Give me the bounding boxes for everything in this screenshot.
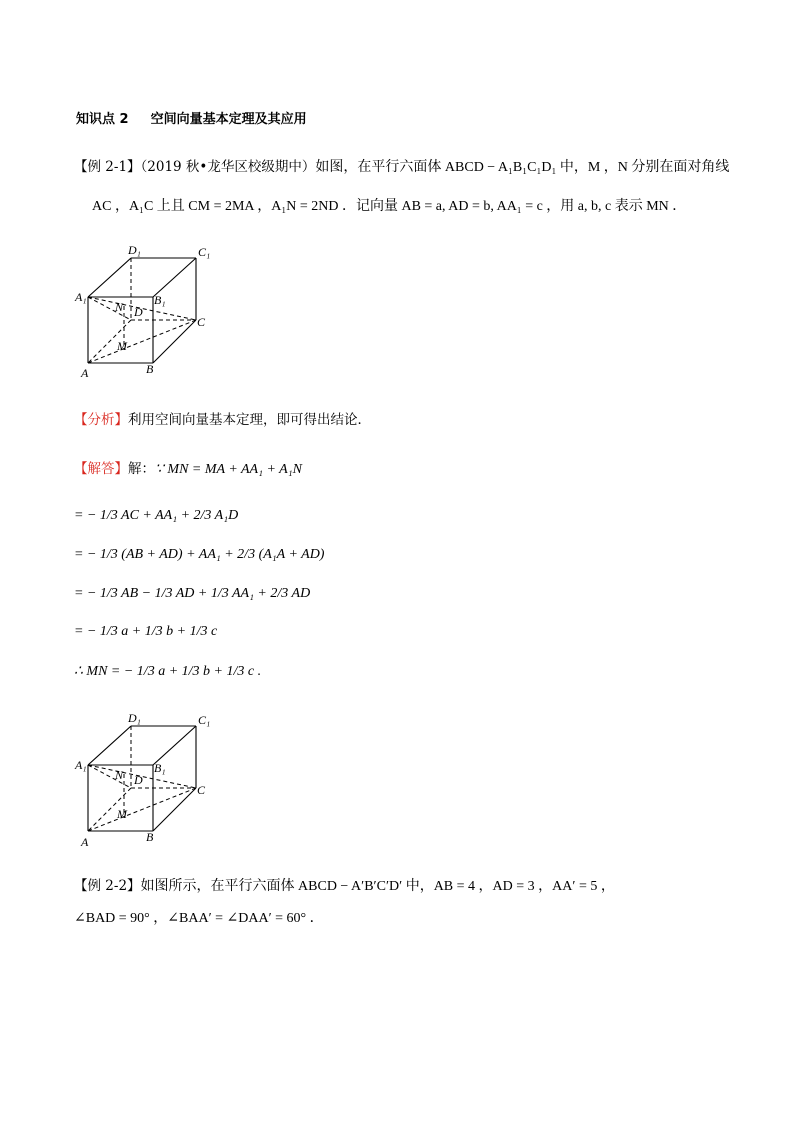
example2-tag: 【例 2-2】 bbox=[74, 878, 141, 894]
label-n: N bbox=[115, 300, 124, 314]
answer-line3: = − 1/3 AB − 1/3 AD + 1/3 AA₁ + 2/3 AD bbox=[74, 586, 311, 601]
answer-eq0: ∵ MN = MA + AA₁ + A₁N bbox=[155, 462, 302, 477]
label-d1: D₁ bbox=[128, 243, 141, 257]
example1-source: （2019 秋•龙华区校级期中） bbox=[140, 159, 316, 175]
label2-n: N bbox=[115, 768, 124, 782]
example1-tag: 【例 2-1】 bbox=[74, 159, 141, 175]
answer-line2: = − 1/3 (AB + AD) + AA₁ + 2/3 (A₁A + AD) bbox=[74, 547, 325, 562]
label-b: B bbox=[146, 362, 154, 376]
label2-a1: A₁ bbox=[75, 758, 87, 772]
example1-line1 bbox=[74, 155, 729, 176]
label-a1: A₁ bbox=[75, 290, 87, 304]
answer-lead: 解： bbox=[128, 461, 155, 477]
label-a: A bbox=[81, 366, 89, 380]
example1-line2: AC ，A₁C 上且 CM = 2MA ，A₁N = 2ND ．记向量 AB = a, AD = b, AA₁ = c ，用 a, b, c 表示 MN ． bbox=[92, 199, 687, 214]
analysis-line bbox=[74, 408, 371, 428]
answer-line0 bbox=[74, 457, 302, 478]
answer-line1: = − 1/3 AC + AA₁ + 2/3 A₁D bbox=[74, 508, 239, 523]
label2-d: D bbox=[134, 773, 143, 787]
analysis-tag: 【分析】 bbox=[74, 412, 128, 428]
label2-b1: B₁ bbox=[154, 761, 166, 775]
label2-c1: C₁ bbox=[198, 713, 211, 727]
parallelepiped-figure-1 bbox=[72, 240, 222, 380]
example2-line1 bbox=[74, 874, 615, 895]
label-d: D bbox=[134, 305, 143, 319]
section-heading bbox=[76, 108, 307, 127]
label2-b: B bbox=[146, 830, 154, 844]
analysis-text: 利用空间向量基本定理，即可得出结论． bbox=[128, 412, 371, 428]
label-m: M bbox=[117, 339, 127, 353]
answer-tag: 【解答】 bbox=[74, 461, 128, 477]
parallelepiped-figure-2 bbox=[72, 708, 222, 850]
example2-text1: 如图所示，在平行六面体 ABCD − A′B′C′D′ 中，AB = 4 ，AD = 3 ，AA′ = 5 ， bbox=[140, 879, 615, 894]
example2-line2: ∠BAD = 90° ，∠BAA′ = ∠DAA′ = 60° ． bbox=[74, 911, 324, 926]
section-title: 空间向量基本定理及其应用 bbox=[150, 112, 307, 127]
section-label: 知识点 2 bbox=[76, 112, 129, 127]
answer-line4: = − 1/3 a + 1/3 b + 1/3 c bbox=[74, 624, 218, 639]
label2-m: M bbox=[117, 807, 127, 821]
answer-line5: ∴ MN = − 1/3 a + 1/3 b + 1/3 c . bbox=[74, 664, 262, 679]
label-c: C bbox=[197, 315, 206, 329]
label-b1: B₁ bbox=[154, 293, 166, 307]
example1-text1: 如图，在平行六面体 ABCD − A₁B₁C₁D₁ 中，M ，N 分别在面对角线 bbox=[315, 160, 730, 175]
label-c1: C₁ bbox=[198, 245, 211, 259]
label2-a: A bbox=[81, 835, 89, 849]
label2-d1: D₁ bbox=[128, 711, 141, 725]
label2-c: C bbox=[197, 783, 206, 797]
